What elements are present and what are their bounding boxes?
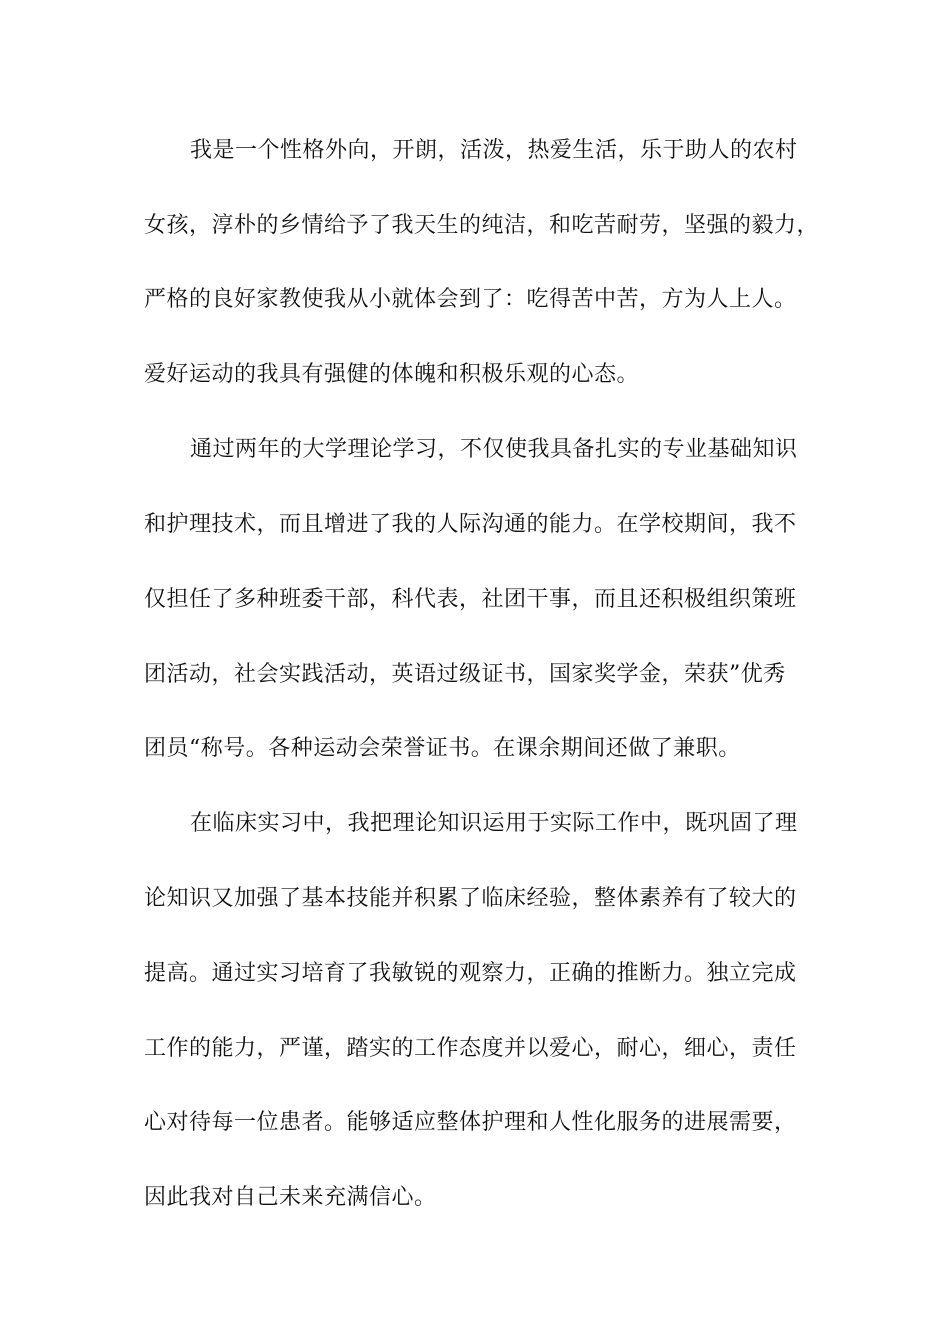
paragraph-3-line-1: 在临床实习中，我把理论知识运用于实际工作中，既巩固了理 [190,811,798,836]
paragraph-2-line-1: 通过两年的大学理论学习，不仅使我具备扎实的专业基础知识 [190,437,798,462]
paragraph-3-line-3: 提高。通过实习培育了我敏锐的观察力，正确的推断力。独立完成 [144,961,797,986]
paragraph-1-line-3: 严格的良好家教使我从小就体会到了：吃得苦中苦，方为人上人。 [144,287,797,312]
paragraph-1-line-2: 女孩，淳朴的乡情给予了我天生的纯洁，和吃苦耐劳，坚强的毅力， [144,213,820,238]
paragraph-1-line-4: 爱好运动的我具有强健的体魄和积极乐观的心态。 [144,362,640,387]
paragraph-2-line-5: 团员“称号。各种运动会荣誉证书。在课余期间还做了兼职。 [144,736,741,761]
paragraph-3-line-6: 因此我对自己未来充满信心。 [144,1185,437,1210]
paragraph-2-line-4: 团活动，社会实践活动，英语过级证书，国家奖学金，荣获”优秀 [144,662,786,687]
paragraph-3-line-5: 心对待每一位患者。能够适应整体护理和人性化服务的进展需要， [144,1110,797,1135]
paragraph-2-line-2: 和护理技术，而且增进了我的人际沟通的能力。在学校期间，我不 [144,512,797,537]
paragraph-2-line-3: 仅担任了多种班委干部，科代表，社团干事，而且还积极组织策班 [144,587,797,612]
paragraph-1-line-1: 我是一个性格外向，开朗，活泼，热爱生活，乐于助人的农村 [190,138,798,163]
paragraph-3-line-2: 论知识又加强了基本技能并积累了临床经验，整体素养有了较大的 [144,886,797,911]
paragraph-3-line-4: 工作的能力，严谨，踏实的工作态度并以爱心，耐心，细心，责任 [144,1036,797,1061]
